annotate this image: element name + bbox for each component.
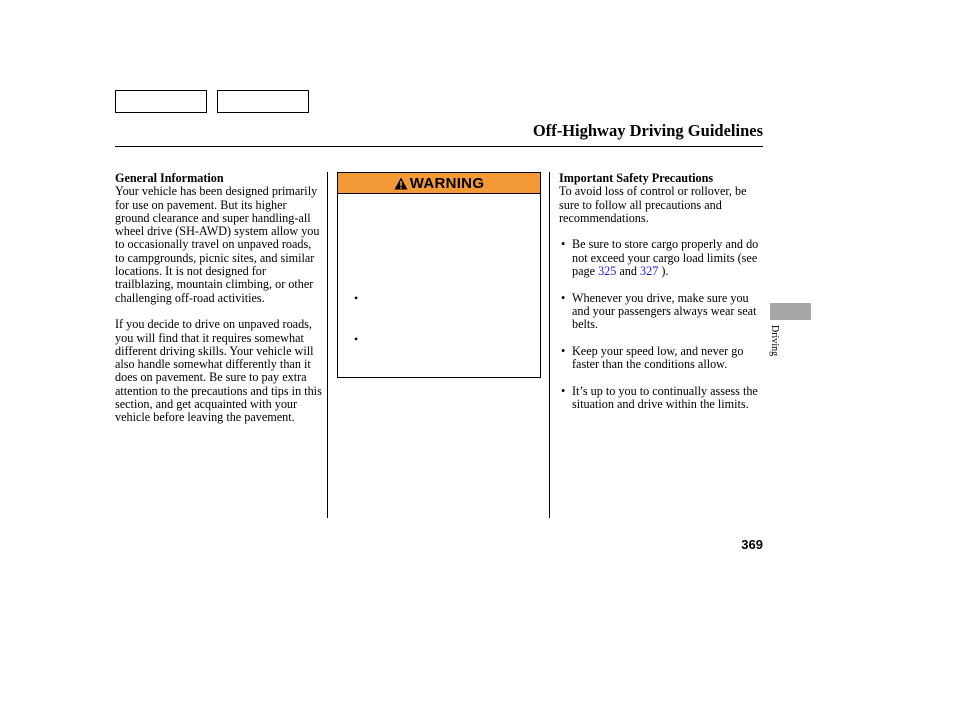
- general-information-section: [115, 172, 323, 425]
- nav-button-index[interactable]: [217, 90, 309, 113]
- list-item: • It’s up to you to continually assess the situation and drive within the limits.: [559, 385, 765, 412]
- warning-label: WARNING: [409, 174, 485, 192]
- safety-precautions-list: [559, 238, 765, 411]
- general-information-paragraph-1: Your vehicle has been designed primarily for use on pavement. But its higher ground clearance and super handling-all wheel drive (SH-AWD) system allow you to occasionally travel on unpaved roads, to campgrounds, picnic sites, and similar locations. It is not designed for trailblazing, mountain climbing, or other challenging off-road activities.: [115, 184, 320, 305]
- nav-button-contents[interactable]: [115, 90, 207, 113]
- safety-precautions-heading: Important Safety Precautions: [559, 171, 714, 185]
- general-information-paragraph-2: If you decide to drive on unpaved roads, you will find that it requires somewhat different driving skills. Your vehicle will also handle somewhat differently than it does on pavement. Be sure to pay extra attention to the precautions and tips in this section, and get acquainted with your vehicle before leaving the pavement.: [115, 317, 322, 425]
- warning-bullet-2: •: [354, 332, 359, 346]
- page-number: 369: [741, 537, 763, 552]
- warning-bullet-1: •: [354, 291, 359, 305]
- page-link-327[interactable]: 327: [640, 264, 659, 279]
- column-divider-1: [327, 172, 328, 518]
- warning-header: [338, 173, 540, 194]
- section-tab-marker: [770, 303, 811, 320]
- warning-triangle-icon: [394, 177, 408, 190]
- list-item: • Be sure to store cargo properly and do not exceed your cargo load limits (see page 325 and 327 ).: [559, 238, 765, 278]
- title-divider: [115, 146, 763, 147]
- page-title: Off-Highway Driving Guidelines: [532, 121, 763, 140]
- safety-precautions-intro: To avoid loss of control or rollover, be sure to follow all precautions and recommendations.: [559, 184, 747, 225]
- safety-precautions-section: [559, 172, 765, 425]
- page-link-325[interactable]: 325: [598, 264, 617, 279]
- list-item: • Keep your speed low, and never go faster than the conditions allow.: [559, 345, 765, 372]
- general-information-heading: General Information: [115, 171, 224, 185]
- warning-box: [337, 172, 541, 378]
- column-divider-2: [549, 172, 550, 518]
- section-tab-label: Driving: [769, 325, 780, 357]
- list-item: • Whenever you drive, make sure you and your passengers always wear seat belts.: [559, 292, 765, 332]
